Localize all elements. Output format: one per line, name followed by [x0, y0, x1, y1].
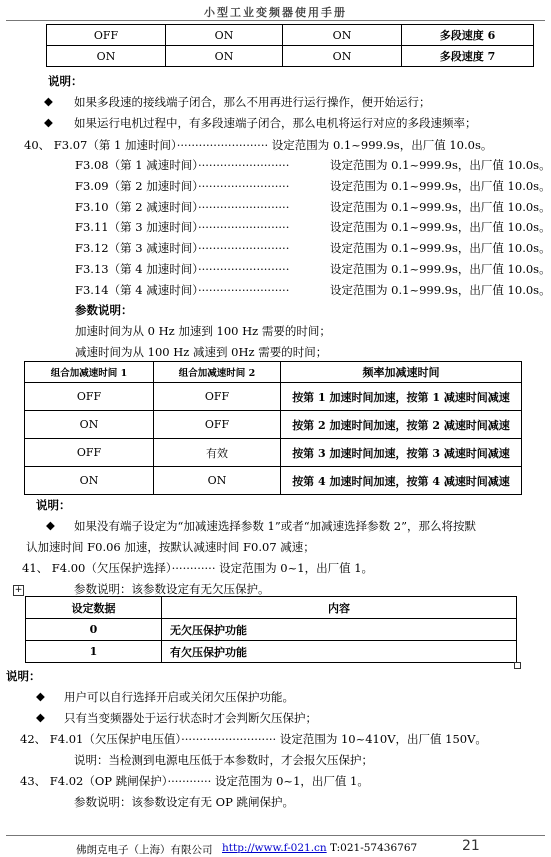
table-cell: 多段速度 6 [402, 25, 534, 46]
table-cell: 按第 4 加速时间加速，按第 4 减速时间减速 [281, 467, 522, 495]
table-row [25, 383, 522, 411]
param-range: 设定范围为 0.1~999.9s，出厂值 10.0s。 [330, 241, 551, 255]
note-label: 说明： [48, 74, 83, 88]
note-item-cont: 认加速时间 F0.06 加速，按默认减速时间 F0.07 减速； [26, 540, 315, 554]
table-cell: OFF [47, 25, 166, 46]
bullet-icon: ◆ [44, 115, 53, 129]
table-cell: 按第 3 加速时间加速，按第 3 减速时间减速 [281, 439, 522, 467]
note-item: 如果多段速的接线端子闭合，那么不用再进行运行操作，便开始运行； [74, 95, 431, 109]
note-item: 用户可以自行选择开启或关闭欠压保护功能。 [64, 690, 294, 704]
note-label: 说明： [36, 498, 71, 512]
table-resize-handle[interactable] [514, 662, 521, 669]
table-header: 组合加减速时间 1 [25, 362, 154, 383]
table-cell: ON [25, 411, 154, 439]
table-cell: ON [283, 46, 402, 67]
table-row [26, 641, 517, 663]
table-header: 组合加减速时间 2 [154, 362, 281, 383]
page-number: 21 [462, 838, 480, 854]
bullet-icon: ◆ [36, 710, 45, 724]
note-item: 只有当变频器处于运行状态时才会判断欠压保护； [64, 711, 317, 725]
table-cell: ON [154, 467, 281, 495]
param-heading: 43、 F4.02（OP 跳闸保护）············ 设定范围为 0~1，出厂值 1。 [20, 774, 369, 788]
param-desc-label: 参数说明： [75, 303, 133, 317]
param-name: F3.11（第 3 加速时间）························· [75, 220, 290, 234]
bullet-icon: ◆ [46, 518, 55, 532]
multi-speed-table [46, 24, 534, 67]
table-cell: OFF [25, 439, 154, 467]
param-desc: 参数说明：该参数设定有无 OP 跳闸保护。 [74, 795, 294, 809]
param-desc: 说明：当检测到电源电压低于本参数时，才会报欠压保护； [74, 753, 373, 767]
table-header-row [26, 597, 517, 619]
table-header: 内容 [162, 597, 517, 619]
page-header: 小型工业变频器使用手册 [204, 6, 347, 19]
table-cell: ON [283, 25, 402, 46]
table-move-icon[interactable]: + [14, 585, 23, 595]
table-row [25, 411, 522, 439]
table-row [47, 25, 534, 46]
table-cell: ON [47, 46, 166, 67]
table-cell: 无欠压保护功能 [162, 619, 517, 641]
table-cell: 按第 2 加速时间加速，按第 2 减速时间减速 [281, 411, 522, 439]
table-cell: 有效 [154, 439, 281, 467]
param-range: 设定范围为 0.1~999.9s，出厂值 10.0s。 [330, 158, 551, 172]
table-cell: 0 [26, 619, 162, 641]
footer-link[interactable]: http://www.f-021.cn [222, 842, 327, 854]
param-heading: 41、 F4.00（欠压保护选择）············ 设定范围为 0~1，出厂值 1。 [22, 561, 374, 575]
table-cell: ON [166, 46, 283, 67]
table-row [47, 46, 534, 67]
note-item: 如果没有端子设定为“加减速选择参数 1”或者“加减速选择参数 2”，那么将按默 [74, 519, 476, 533]
footer-divider [6, 835, 545, 836]
table-cell: ON [166, 25, 283, 46]
param-heading: 40、 F3.07（第 1 加速时间）························· 设定范围为 0.1~999.9s，出厂值 10.0s。 [24, 138, 493, 152]
table-row [26, 619, 517, 641]
param-name: F3.12（第 3 减速时间）························· [75, 241, 290, 255]
bullet-icon: ◆ [44, 94, 53, 108]
header-divider [6, 20, 545, 21]
table-cell: OFF [25, 383, 154, 411]
param-name: F3.08（第 1 减速时间）························· [75, 158, 290, 172]
param-name: F3.09（第 2 加速时间）························· [75, 179, 290, 193]
table-cell: OFF [154, 383, 281, 411]
param-name: F3.13（第 4 加速时间）························· [75, 262, 290, 276]
param-desc: 减速时间为从 100 Hz 减速到 0Hz 需要的时间； [75, 345, 328, 359]
table-cell: 有欠压保护功能 [162, 641, 517, 663]
undervoltage-table [25, 596, 517, 663]
accel-decel-table [24, 361, 522, 495]
param-desc: 参数说明：该参数设定有无欠压保护。 [74, 582, 270, 596]
param-name: F3.14（第 4 减速时间）························· [75, 283, 290, 297]
table-row [25, 439, 522, 467]
param-desc: 加速时间为从 0 Hz 加速到 100 Hz 需要的时间； [75, 324, 331, 338]
param-name: F3.10（第 2 减速时间）························· [75, 200, 290, 214]
table-header: 频率加减速时间 [281, 362, 522, 383]
param-range: 设定范围为 0.1~999.9s，出厂值 10.0s。 [330, 200, 551, 214]
bullet-icon: ◆ [36, 689, 45, 703]
footer-phone: T:021-57436767 [330, 842, 418, 854]
param-range: 设定范围为 0.1~999.9s，出厂值 10.0s。 [330, 179, 551, 193]
table-cell: OFF [154, 411, 281, 439]
note-label: 说明： [6, 669, 41, 683]
table-row [25, 467, 522, 495]
table-cell: 按第 1 加速时间加速，按第 1 减速时间减速 [281, 383, 522, 411]
table-header-row [25, 362, 522, 383]
footer-company: 佛朗克电子（上海）有限公司 [76, 844, 213, 856]
table-cell: ON [25, 467, 154, 495]
table-cell: 1 [26, 641, 162, 663]
table-header: 设定数据 [26, 597, 162, 619]
table-cell: 多段速度 7 [402, 46, 534, 67]
param-range: 设定范围为 0.1~999.9s，出厂值 10.0s。 [330, 220, 551, 234]
note-item: 如果运行电机过程中，有多段速端子闭合，那么电机将运行对应的多段速频率； [74, 116, 477, 130]
param-range: 设定范围为 0.1~999.9s，出厂值 10.0s。 [330, 283, 551, 297]
param-heading: 42、 F4.01（欠压保护电压值）·························· 设定范围为 10~410V，出厂值 150V。 [20, 732, 487, 746]
param-range: 设定范围为 0.1~999.9s，出厂值 10.0s。 [330, 262, 551, 276]
